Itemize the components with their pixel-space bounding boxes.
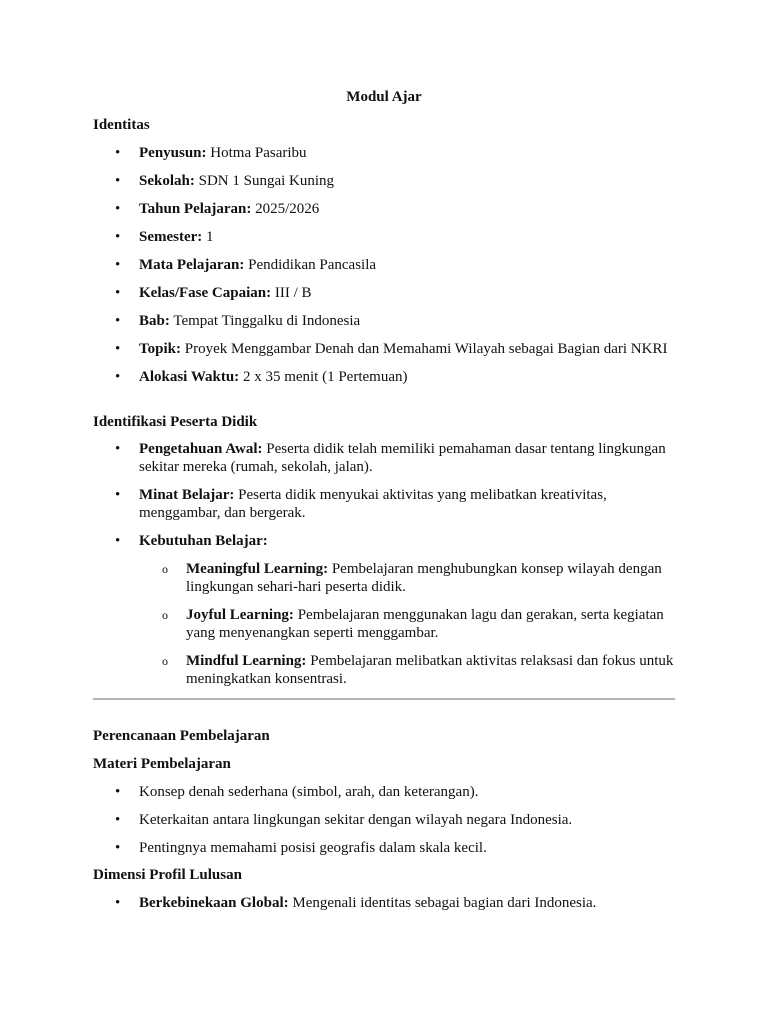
list-item: • Pentingnya memahami posisi geografis dalam skala kecil. (93, 839, 675, 857)
list-item (93, 440, 675, 476)
dimensi-list (93, 894, 675, 912)
list-item (93, 256, 675, 274)
item-label: Penyusun: (139, 145, 207, 161)
list-item: • Konsep denah sederhana (simbol, arah, dan keterangan). (93, 783, 675, 801)
item-value: 2 x 35 menit (1 Pertemuan) (239, 369, 408, 385)
item-label: Mata Pelajaran: (139, 257, 245, 273)
sublist-item (139, 652, 675, 688)
item-value: Hotma Pasaribu (206, 145, 307, 161)
section-heading-perencanaan: Perencanaan Pembelajaran (93, 728, 270, 744)
item-label: Tahun Pelajaran: (139, 201, 252, 217)
item-value: Peserta didik telah memiliki pemahaman dasar tentang lingkungan sekitar mereka (rumah, sekolah, jalan). (139, 441, 666, 475)
item-label: Sekolah: (139, 173, 195, 189)
section-heading-identifikasi: Identifikasi Peserta Didik (93, 414, 258, 430)
identitas-list (93, 144, 675, 386)
list-item: • Keterkaitan antara lingkungan sekitar dengan wilayah negara Indonesia. (93, 811, 675, 829)
list-item (93, 532, 675, 688)
item-value: Pembelajaran melibatkan aktivitas relaksasi dan fokus untuk meningkatkan konsentrasi. (186, 653, 674, 687)
item-value: Mengenali identitas sebagai bagian dari Indonesia. (288, 895, 597, 911)
sublist-item (139, 560, 675, 596)
identifikasi-list (93, 440, 675, 688)
item-value: Tempat Tinggalku di Indonesia (169, 313, 361, 329)
item-label: Minat Belajar: (139, 487, 235, 503)
item-value: 1 (202, 229, 214, 245)
list-item (93, 172, 675, 190)
item-label: Joyful Learning: (186, 607, 294, 623)
item-value: III / B (271, 285, 312, 301)
item-label: Bab: (139, 313, 170, 329)
sublist-item (139, 606, 675, 642)
item-label: Berkebinekaan Global: (139, 895, 289, 911)
item-label: Topik: (139, 341, 181, 357)
item-value: Pembelajaran menggunakan lagu dan gerakan, serta kegiatan yang menyenangkan seperti menggambar. (186, 607, 664, 641)
section-heading-materi: Materi Pembelajaran (93, 756, 231, 772)
materi-list (93, 783, 675, 857)
list-item (93, 144, 675, 162)
item-label: Kelas/Fase Capaian: (139, 285, 272, 301)
item-label: Mindful Learning: (186, 653, 307, 669)
section-heading-identitas: Identitas (93, 117, 150, 133)
section-heading-dimensi: Dimensi Profil Lulusan (93, 867, 242, 883)
item-value: Proyek Menggambar Denah dan Memahami Wilayah sebagai Bagian dari NKRI (180, 341, 668, 357)
item-label: Meaningful Learning: (186, 561, 329, 577)
list-item (93, 200, 675, 218)
item-value: SDN 1 Sungai Kuning (194, 173, 335, 189)
item-value: Peserta didik menyukai aktivitas yang melibatkan kreativitas, menggambar, dan bergerak. (139, 487, 607, 521)
item-value: Pendidikan Pancasila (244, 257, 377, 273)
kebutuhan-sublist (139, 560, 675, 688)
item-label: Alokasi Waktu: (139, 369, 240, 385)
list-item (93, 312, 675, 330)
list-item (93, 284, 675, 302)
list-item (93, 340, 675, 358)
list-item (93, 368, 675, 386)
document-title: Modul Ajar (346, 89, 422, 105)
list-item (93, 486, 675, 522)
horizontal-rule (93, 698, 675, 700)
item-value: 2025/2026 (251, 201, 320, 217)
item-label: Pengetahuan Awal: (139, 441, 263, 457)
item-label: Kebutuhan Belajar: (139, 533, 268, 549)
item-label: Semester: (139, 229, 203, 245)
item-value: Pembelajaran menghubungkan konsep wilayah dengan lingkungan sehari-hari peserta didik. (186, 561, 662, 595)
list-item (93, 894, 675, 912)
list-item (93, 228, 675, 246)
